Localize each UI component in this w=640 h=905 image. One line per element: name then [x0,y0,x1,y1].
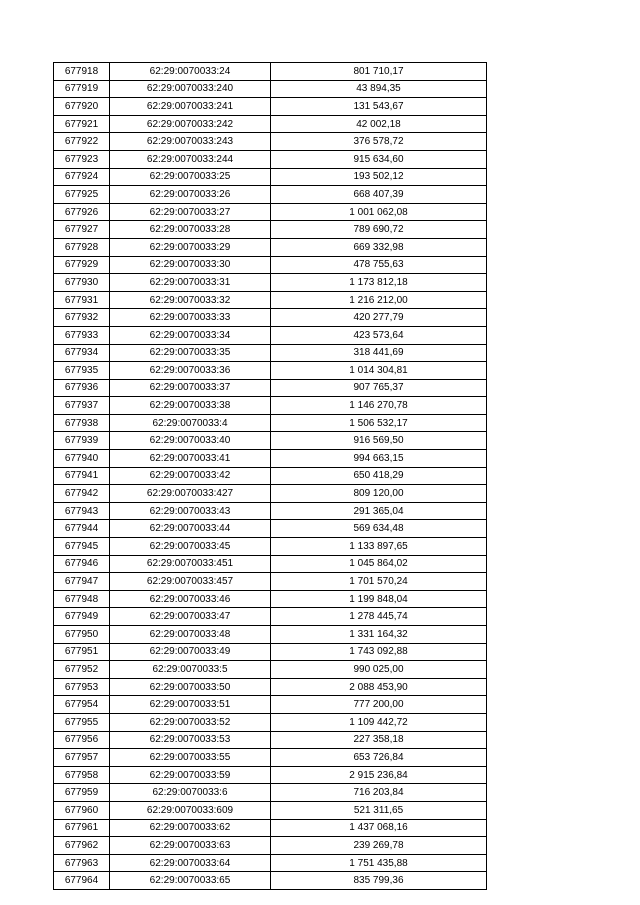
row-number-cell: 677925 [54,186,110,204]
table-row [54,256,487,274]
table-row [54,414,487,432]
cadastral-value-cell: 376 578,72 [271,133,487,151]
cadastral-value-cell: 801 710,17 [271,63,487,81]
cadastral-value-cell: 916 569,50 [271,432,487,450]
row-number-cell: 677942 [54,485,110,503]
cadastral-value-cell: 1 506 532,17 [271,414,487,432]
cadastral-value-cell: 131 543,67 [271,98,487,116]
table-body [54,63,487,890]
cadastral-number-cell: 62:29:0070033:64 [110,854,271,872]
cadastral-value-cell: 239 269,78 [271,837,487,855]
row-number-cell: 677944 [54,520,110,538]
cadastral-number-cell: 62:29:0070033:49 [110,643,271,661]
cadastral-value-cell: 1 743 092,88 [271,643,487,661]
table-row [54,573,487,591]
cadastral-number-cell: 62:29:0070033:29 [110,238,271,256]
cadastral-value-cell: 915 634,60 [271,150,487,168]
cadastral-value-cell: 835 799,36 [271,872,487,890]
table-row [54,467,487,485]
cadastral-number-cell: 62:29:0070033:42 [110,467,271,485]
row-number-cell: 677927 [54,221,110,239]
table-row [54,485,487,503]
row-number-cell: 677940 [54,450,110,468]
table-row [54,98,487,116]
table-row [54,397,487,415]
row-number-cell: 677936 [54,379,110,397]
cadastral-number-cell: 62:29:0070033:35 [110,344,271,362]
cadastral-number-cell: 62:29:0070033:34 [110,326,271,344]
row-number-cell: 677937 [54,397,110,415]
table-row [54,274,487,292]
table-row [54,608,487,626]
row-number-cell: 677932 [54,309,110,327]
cadastral-number-cell: 62:29:0070033:31 [110,274,271,292]
cadastral-value-cell: 291 365,04 [271,502,487,520]
row-number-cell: 677962 [54,837,110,855]
cadastral-number-cell: 62:29:0070033:43 [110,502,271,520]
cadastral-number-cell: 62:29:0070033:53 [110,731,271,749]
table-row [54,819,487,837]
table-row [54,362,487,380]
cadastral-number-cell: 62:29:0070033:451 [110,555,271,573]
cadastral-value-table [53,62,487,890]
cadastral-number-cell: 62:29:0070033:30 [110,256,271,274]
cadastral-number-cell: 62:29:0070033:63 [110,837,271,855]
cadastral-value-cell: 1 001 062,08 [271,203,487,221]
row-number-cell: 677931 [54,291,110,309]
table-row [54,696,487,714]
row-number-cell: 677922 [54,133,110,151]
table-row [54,749,487,767]
table-row [54,150,487,168]
cadastral-number-cell: 62:29:0070033:59 [110,766,271,784]
row-number-cell: 677929 [54,256,110,274]
row-number-cell: 677933 [54,326,110,344]
table-row [54,502,487,520]
cadastral-number-cell: 62:29:0070033:52 [110,713,271,731]
row-number-cell: 677945 [54,538,110,556]
cadastral-number-cell: 62:29:0070033:457 [110,573,271,591]
cadastral-number-cell: 62:29:0070033:243 [110,133,271,151]
cadastral-number-cell: 62:29:0070033:609 [110,801,271,819]
table-row [54,520,487,538]
table-row [54,837,487,855]
row-number-cell: 677923 [54,150,110,168]
table-row [54,801,487,819]
row-number-cell: 677964 [54,872,110,890]
table-row [54,713,487,731]
cadastral-value-cell: 809 120,00 [271,485,487,503]
cadastral-value-cell: 318 441,69 [271,344,487,362]
row-number-cell: 677947 [54,573,110,591]
table-row [54,450,487,468]
cadastral-number-cell: 62:29:0070033:28 [110,221,271,239]
cadastral-number-cell: 62:29:0070033:44 [110,520,271,538]
cadastral-value-cell: 1 701 570,24 [271,573,487,591]
row-number-cell: 677918 [54,63,110,81]
cadastral-value-cell: 1 331 164,32 [271,626,487,644]
row-number-cell: 677950 [54,626,110,644]
cadastral-value-cell: 193 502,12 [271,168,487,186]
cadastral-number-cell: 62:29:0070033:25 [110,168,271,186]
cadastral-value-cell: 669 332,98 [271,238,487,256]
table-row [54,731,487,749]
cadastral-value-cell: 1 751 435,88 [271,854,487,872]
table-row [54,133,487,151]
table-row [54,291,487,309]
cadastral-value-cell: 990 025,00 [271,661,487,679]
cadastral-number-cell: 62:29:0070033:241 [110,98,271,116]
table-row [54,186,487,204]
cadastral-number-cell: 62:29:0070033:47 [110,608,271,626]
row-number-cell: 677930 [54,274,110,292]
table-row [54,309,487,327]
cadastral-value-cell: 42 002,18 [271,115,487,133]
row-number-cell: 677939 [54,432,110,450]
row-number-cell: 677958 [54,766,110,784]
cadastral-value-cell: 907 765,37 [271,379,487,397]
row-number-cell: 677956 [54,731,110,749]
table-row [54,538,487,556]
row-number-cell: 677946 [54,555,110,573]
row-number-cell: 677934 [54,344,110,362]
cadastral-number-cell: 62:29:0070033:26 [110,186,271,204]
cadastral-number-cell: 62:29:0070033:32 [110,291,271,309]
row-number-cell: 677963 [54,854,110,872]
table-row [54,238,487,256]
cadastral-number-cell: 62:29:0070033:24 [110,63,271,81]
cadastral-value-cell: 420 277,79 [271,309,487,327]
row-number-cell: 677959 [54,784,110,802]
table-row [54,379,487,397]
row-number-cell: 677951 [54,643,110,661]
cadastral-value-cell: 777 200,00 [271,696,487,714]
row-number-cell: 677961 [54,819,110,837]
cadastral-value-cell: 1 437 068,16 [271,819,487,837]
table-row [54,661,487,679]
cadastral-value-cell: 227 358,18 [271,731,487,749]
cadastral-number-cell: 62:29:0070033:40 [110,432,271,450]
cadastral-number-cell: 62:29:0070033:50 [110,678,271,696]
row-number-cell: 677949 [54,608,110,626]
cadastral-number-cell: 62:29:0070033:51 [110,696,271,714]
table-row [54,168,487,186]
table-row [54,643,487,661]
row-number-cell: 677953 [54,678,110,696]
cadastral-value-cell: 653 726,84 [271,749,487,767]
cadastral-value-cell: 716 203,84 [271,784,487,802]
cadastral-number-cell: 62:29:0070033:27 [110,203,271,221]
row-number-cell: 677941 [54,467,110,485]
row-number-cell: 677938 [54,414,110,432]
cadastral-number-cell: 62:29:0070033:48 [110,626,271,644]
cadastral-value-cell: 789 690,72 [271,221,487,239]
row-number-cell: 677921 [54,115,110,133]
cadastral-value-cell: 478 755,63 [271,256,487,274]
cadastral-number-cell: 62:29:0070033:6 [110,784,271,802]
cadastral-value-cell: 1 014 304,81 [271,362,487,380]
cadastral-value-cell: 1 133 897,65 [271,538,487,556]
table-row [54,432,487,450]
cadastral-number-cell: 62:29:0070033:37 [110,379,271,397]
table-row [54,854,487,872]
row-number-cell: 677954 [54,696,110,714]
cadastral-number-cell: 62:29:0070033:242 [110,115,271,133]
row-number-cell: 677948 [54,590,110,608]
cadastral-value-cell: 1 278 445,74 [271,608,487,626]
table-row [54,344,487,362]
table-row [54,221,487,239]
cadastral-number-cell: 62:29:0070033:33 [110,309,271,327]
cadastral-value-cell: 1 199 848,04 [271,590,487,608]
row-number-cell: 677955 [54,713,110,731]
row-number-cell: 677924 [54,168,110,186]
cadastral-value-cell: 43 894,35 [271,80,487,98]
cadastral-value-cell: 2 088 453,90 [271,678,487,696]
cadastral-number-cell: 62:29:0070033:38 [110,397,271,415]
cadastral-value-cell: 1 173 812,18 [271,274,487,292]
cadastral-value-cell: 994 663,15 [271,450,487,468]
cadastral-number-cell: 62:29:0070033:46 [110,590,271,608]
cadastral-number-cell: 62:29:0070033:4 [110,414,271,432]
row-number-cell: 677960 [54,801,110,819]
row-number-cell: 677952 [54,661,110,679]
table-row [54,203,487,221]
table-row [54,872,487,890]
cadastral-value-cell: 521 311,65 [271,801,487,819]
row-number-cell: 677920 [54,98,110,116]
cadastral-value-cell: 1 109 442,72 [271,713,487,731]
cadastral-number-cell: 62:29:0070033:41 [110,450,271,468]
cadastral-value-cell: 1 216 212,00 [271,291,487,309]
cadastral-value-cell: 423 573,64 [271,326,487,344]
table-row [54,590,487,608]
cadastral-value-cell: 650 418,29 [271,467,487,485]
row-number-cell: 677935 [54,362,110,380]
cadastral-number-cell: 62:29:0070033:5 [110,661,271,679]
row-number-cell: 677926 [54,203,110,221]
table-row [54,784,487,802]
cadastral-number-cell: 62:29:0070033:240 [110,80,271,98]
table-row [54,678,487,696]
cadastral-value-cell: 1 045 864,02 [271,555,487,573]
table-row [54,63,487,81]
cadastral-value-cell: 569 634,48 [271,520,487,538]
table-row [54,326,487,344]
cadastral-number-cell: 62:29:0070033:65 [110,872,271,890]
table-row [54,80,487,98]
cadastral-value-cell: 1 146 270,78 [271,397,487,415]
row-number-cell: 677957 [54,749,110,767]
cadastral-number-cell: 62:29:0070033:55 [110,749,271,767]
cadastral-number-cell: 62:29:0070033:62 [110,819,271,837]
cadastral-number-cell: 62:29:0070033:45 [110,538,271,556]
cadastral-number-cell: 62:29:0070033:244 [110,150,271,168]
row-number-cell: 677928 [54,238,110,256]
cadastral-number-cell: 62:29:0070033:36 [110,362,271,380]
row-number-cell: 677919 [54,80,110,98]
row-number-cell: 677943 [54,502,110,520]
table-row [54,555,487,573]
cadastral-value-cell: 668 407,39 [271,186,487,204]
table-row [54,115,487,133]
cadastral-value-cell: 2 915 236,84 [271,766,487,784]
table-row [54,766,487,784]
table-row [54,626,487,644]
cadastral-number-cell: 62:29:0070033:427 [110,485,271,503]
